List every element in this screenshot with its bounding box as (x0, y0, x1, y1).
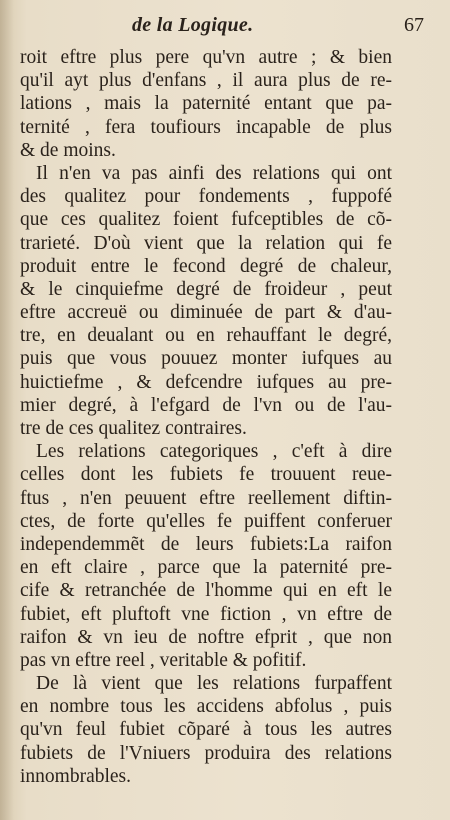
text-line: qu'vn feul fubiet cõparé à tous les autres (20, 719, 392, 741)
text-line: en nombre tous les accidens abfolus , puis (20, 696, 392, 718)
text-line: innombrables. (20, 765, 132, 787)
text-line: & de moins. (20, 139, 116, 161)
text-line: huictiefme , & defcendre iufques au pre- (20, 371, 392, 393)
paragraph-1 (20, 46, 392, 162)
text-line: ternité , fera toufiours incapable de plus (20, 116, 392, 138)
text-line: en eft claire , parce que la paternité pre- (20, 557, 392, 579)
text-line: & le cinquiefme degré de froideur , peut (20, 278, 392, 300)
text-line: que ces qualitez foient fufceptibles de cõ- (20, 209, 392, 231)
text-line: tre de ces qualitez contraires. (20, 418, 247, 439)
text-line: De là vient que les relations furpaffent (36, 673, 392, 695)
text-line: independemmẽt de leurs fubiets:La raifon (20, 533, 392, 555)
body-text (20, 46, 392, 788)
text-line: trarieté. D'où vient que la relation qui fe (20, 232, 392, 254)
text-line: qu'il ayt plus d'enfans , il aura plus de re- (20, 70, 392, 92)
text-line: fubiet, eft pluftoft vne fiction , vn eftre de (20, 603, 392, 625)
paragraph-4 (20, 672, 392, 788)
text-line: Les relations categoriques , c'eft à dire (36, 441, 392, 463)
paragraph-3 (20, 440, 392, 672)
text-line: Il n'en va pas ainfi des relations qui ont (36, 162, 392, 184)
paragraph-2 (20, 162, 392, 440)
text-line: roit eftre plus pere qu'vn autre ; & bien (20, 47, 392, 68)
text-line: mier degré, à l'efgard de l'vn ou de l'au- (20, 394, 392, 416)
text-line: raifon & vn ieu de noftre efprit , que non (20, 626, 392, 648)
text-line: pas vn eftre reel , veritable & pofitif. (20, 649, 307, 671)
text-line: lations , mais la paternité entant que pa- (20, 93, 392, 115)
text-line: celles dont les fubiets fe trouuent reue- (20, 464, 392, 486)
text-line: tre, en deualant ou en rehauffant le degré, (20, 325, 392, 347)
page-number: 67 (404, 14, 424, 36)
text-line: produit entre le fecond degré de chaleur, (20, 255, 392, 277)
text-line: ftus , n'en peuuent eftre reellement diftin- (20, 487, 392, 509)
text-line: eftre accreuë ou diminuée de part & d'au- (20, 302, 392, 324)
text-line: des qualitez pour fondements , fuppofé (20, 186, 392, 208)
text-line: ctes, de forte qu'elles fe puiffent conferuer (20, 510, 392, 532)
text-line: fubiets de l'Vniuers produira des relations (20, 742, 392, 764)
running-head: de la Logique. (132, 14, 254, 36)
text-line: puis que vous pouuez monter iufques au (20, 348, 392, 370)
page-header (120, 14, 424, 42)
text-line: cife & retranchée de l'homme qui en eft le (20, 580, 392, 602)
